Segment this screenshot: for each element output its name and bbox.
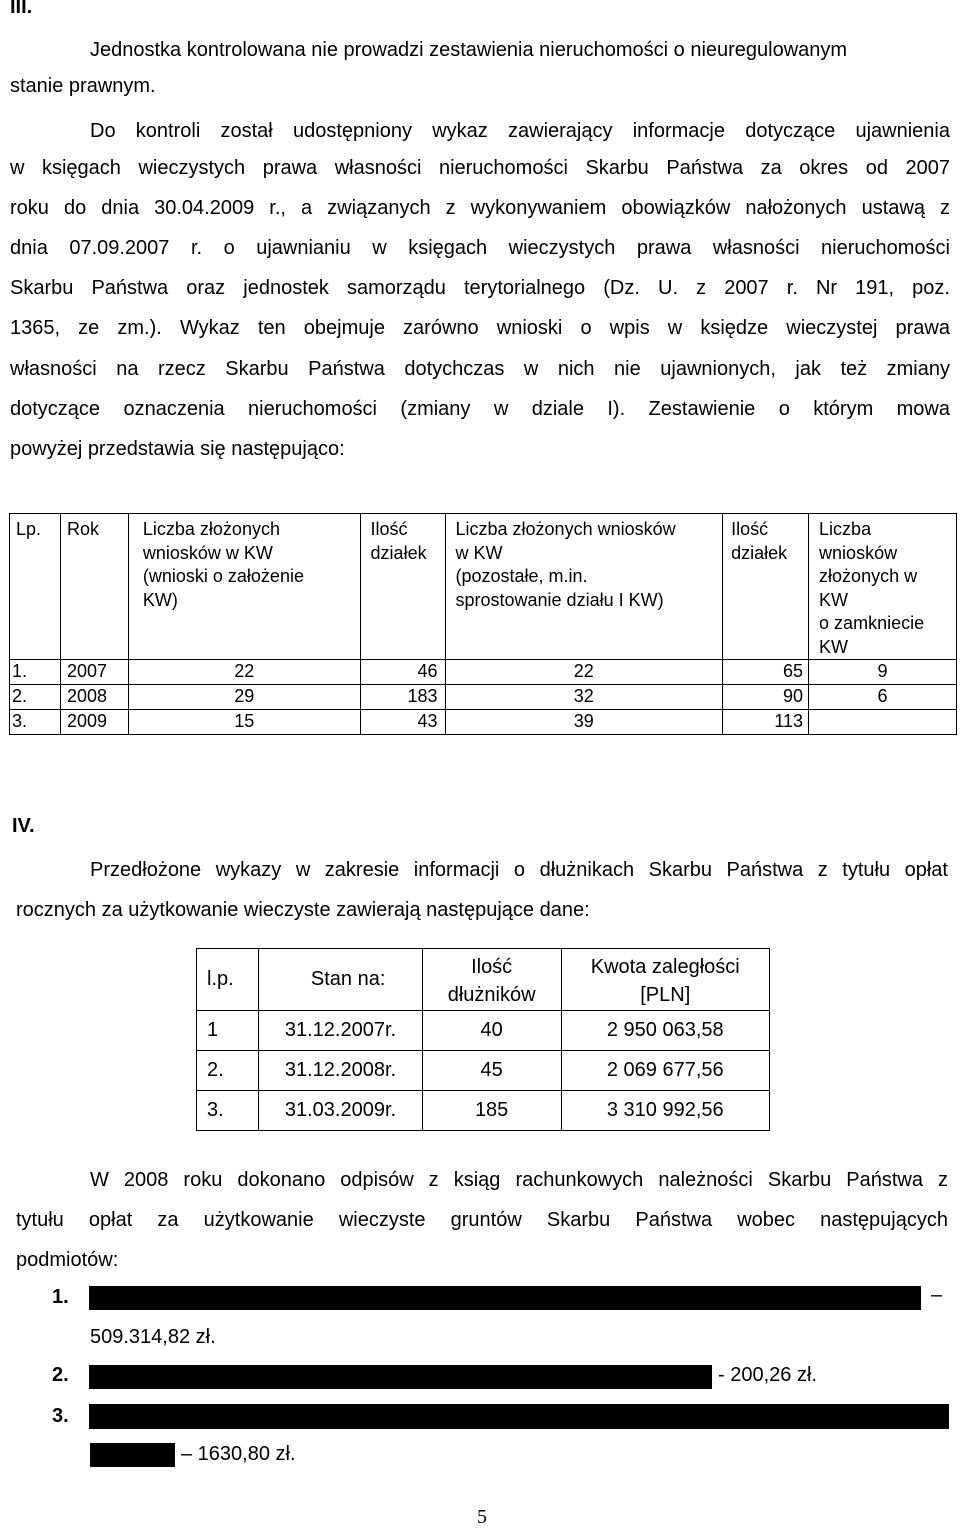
- cell-value: 9: [809, 660, 957, 685]
- cell-value: 29: [128, 685, 360, 710]
- header-ilosc-dluznikow: Ilość dłużników: [422, 949, 561, 1011]
- paragraph-line: roku do dnia 30.04.2009 r., a związanych z wykonywaniem obowiązków nałożonych ustawą z: [10, 197, 950, 219]
- redaction-bar: [89, 1365, 712, 1389]
- paragraph-line: Do kontroli został udostępniony wykaz zawierający informacje dotyczące ujawnienia: [90, 120, 950, 142]
- paragraph-3: [16, 850, 948, 930]
- cell-count: 185: [422, 1091, 561, 1131]
- paragraph-line: dotyczące oznaczenia nieruchomości (zmiany w dziale I). Zestawienie o którym mowa: [10, 398, 950, 420]
- cell-value: 22: [445, 660, 723, 685]
- table-header-row: [197, 949, 770, 1011]
- list-amount: - 200,26 zł.: [718, 1364, 817, 1386]
- cell-date: 31.12.2008r.: [258, 1051, 422, 1091]
- header-kwota-zaleglosci: Kwota zaległości [PLN]: [561, 949, 769, 1011]
- list-amount: – 1630,80 zł.: [181, 1443, 296, 1465]
- table-row: [197, 1011, 770, 1051]
- paragraph-2: [10, 111, 950, 471]
- header-wnioski-zalozenie: Liczba złożonych wniosków w KW (wnioski o założenie KW): [128, 514, 360, 660]
- cell-date: 31.03.2009r.: [258, 1091, 422, 1131]
- cell-value: 46: [360, 660, 445, 685]
- cell-lp: 1.: [10, 660, 61, 685]
- paragraph-line: powyżej przedstawia się następująco:: [10, 438, 345, 460]
- paragraph-line: W 2008 roku dokonano odpisów z ksiąg rachunkowych należności Skarbu Państwa z: [90, 1169, 948, 1191]
- cell-value: 183: [360, 685, 445, 710]
- cell-rok: 2007: [60, 660, 128, 685]
- paragraph-line: rocznych za użytkowanie wieczyste zawierają następujące dane:: [16, 899, 590, 921]
- cell-value: 39: [445, 710, 723, 735]
- cell-amount: 2 069 677,56: [561, 1051, 769, 1091]
- paragraph-line: 1365, ze zm.). Wykaz ten obejmuje zarówno wnioski o wpis w księdze wieczystej prawa: [10, 317, 950, 339]
- cell-value: 43: [360, 710, 445, 735]
- list-number: 3.: [52, 1405, 69, 1427]
- cell-rok: 2008: [60, 685, 128, 710]
- header-ilosc-dzialek: Ilość działek: [723, 514, 809, 660]
- cell-value: 6: [809, 685, 957, 710]
- paragraph-line: własności na rzecz Skarbu Państwa dotychczas w nich nie ujawnionych, jak też zmiany: [10, 358, 950, 380]
- paragraph-line: podmiotów:: [16, 1249, 119, 1271]
- page-number: 5: [477, 1506, 487, 1528]
- cell-date: 31.12.2007r.: [258, 1011, 422, 1051]
- cell-value: 32: [445, 685, 723, 710]
- cell-value: 22: [128, 660, 360, 685]
- table-row: [10, 685, 957, 710]
- list-number: 2.: [52, 1364, 69, 1386]
- cell-amount: 2 950 063,58: [561, 1011, 769, 1051]
- table-row: [10, 710, 957, 735]
- paragraph-line: w księgach wieczystych prawa własności nieruchomości Skarbu Państwa za okres od 2007: [10, 157, 950, 179]
- paragraph-line: Skarbu Państwa oraz jednostek samorządu terytorialnego (Dz. U. z 2007 r. Nr 191, poz.: [10, 277, 950, 299]
- redaction-bar: [90, 1443, 175, 1467]
- redaction-bar: [89, 1404, 949, 1429]
- cell-value: 15: [128, 710, 360, 735]
- cell-count: 40: [422, 1011, 561, 1051]
- section-heading-iii: III.: [10, 0, 33, 18]
- header-wnioski-pozostale: Liczba złożonych wniosków w KW (pozostałe, m.in. sprostowanie działu I KW): [445, 514, 723, 660]
- cell-lp: 3.: [10, 710, 61, 735]
- redaction-bar: [89, 1286, 921, 1310]
- dluznicy-table: [196, 948, 770, 1131]
- cell-lp: 3.: [197, 1091, 259, 1131]
- paragraph-line: Jednostka kontrolowana nie prowadzi zestawienia nieruchomości o nieuregulowanym: [90, 39, 848, 61]
- table-row: [10, 660, 957, 685]
- header-lp: Lp.: [10, 514, 61, 660]
- wnioski-table: [9, 513, 957, 735]
- paragraph-line: tytułu opłat za użytkowanie wieczyste gruntów Skarbu Państwa wobec następujących: [16, 1209, 948, 1231]
- list-dash: –: [931, 1284, 943, 1306]
- paragraph-1: [10, 30, 950, 110]
- table-row: [197, 1051, 770, 1091]
- cell-value: [809, 710, 957, 735]
- table-header-row: [10, 514, 957, 660]
- header-stan-na: Stan na:: [258, 949, 422, 1011]
- paragraph-line: dnia 07.09.2007 r. o ujawnianiu w księgach wieczystych prawa własności nieruchomości: [10, 237, 950, 259]
- list-amount: 509.314,82 zł.: [90, 1326, 216, 1348]
- list-number: 1.: [52, 1286, 69, 1308]
- paragraph-4: [16, 1160, 948, 1280]
- paragraph-line: stanie prawnym.: [10, 75, 156, 97]
- cell-value: 113: [723, 710, 809, 735]
- header-wnioski-zamkniecie: Liczba wniosków złożonych w KW o zamkniecie KW: [809, 514, 957, 660]
- paragraph-line: Przedłożone wykazy w zakresie informacji o dłużnikach Skarbu Państwa z tytułu opłat: [90, 859, 948, 881]
- cell-amount: 3 310 992,56: [561, 1091, 769, 1131]
- cell-lp: 2.: [197, 1051, 259, 1091]
- header-ilosc-dzialek: Ilość działek: [360, 514, 445, 660]
- cell-count: 45: [422, 1051, 561, 1091]
- section-heading-iv: IV.: [12, 815, 35, 837]
- cell-value: 90: [723, 685, 809, 710]
- table-row: [197, 1091, 770, 1131]
- cell-lp: 2.: [10, 685, 61, 710]
- cell-value: 65: [723, 660, 809, 685]
- header-lp: l.p.: [197, 949, 259, 1011]
- cell-rok: 2009: [60, 710, 128, 735]
- header-rok: Rok: [60, 514, 128, 660]
- cell-lp: 1: [197, 1011, 259, 1051]
